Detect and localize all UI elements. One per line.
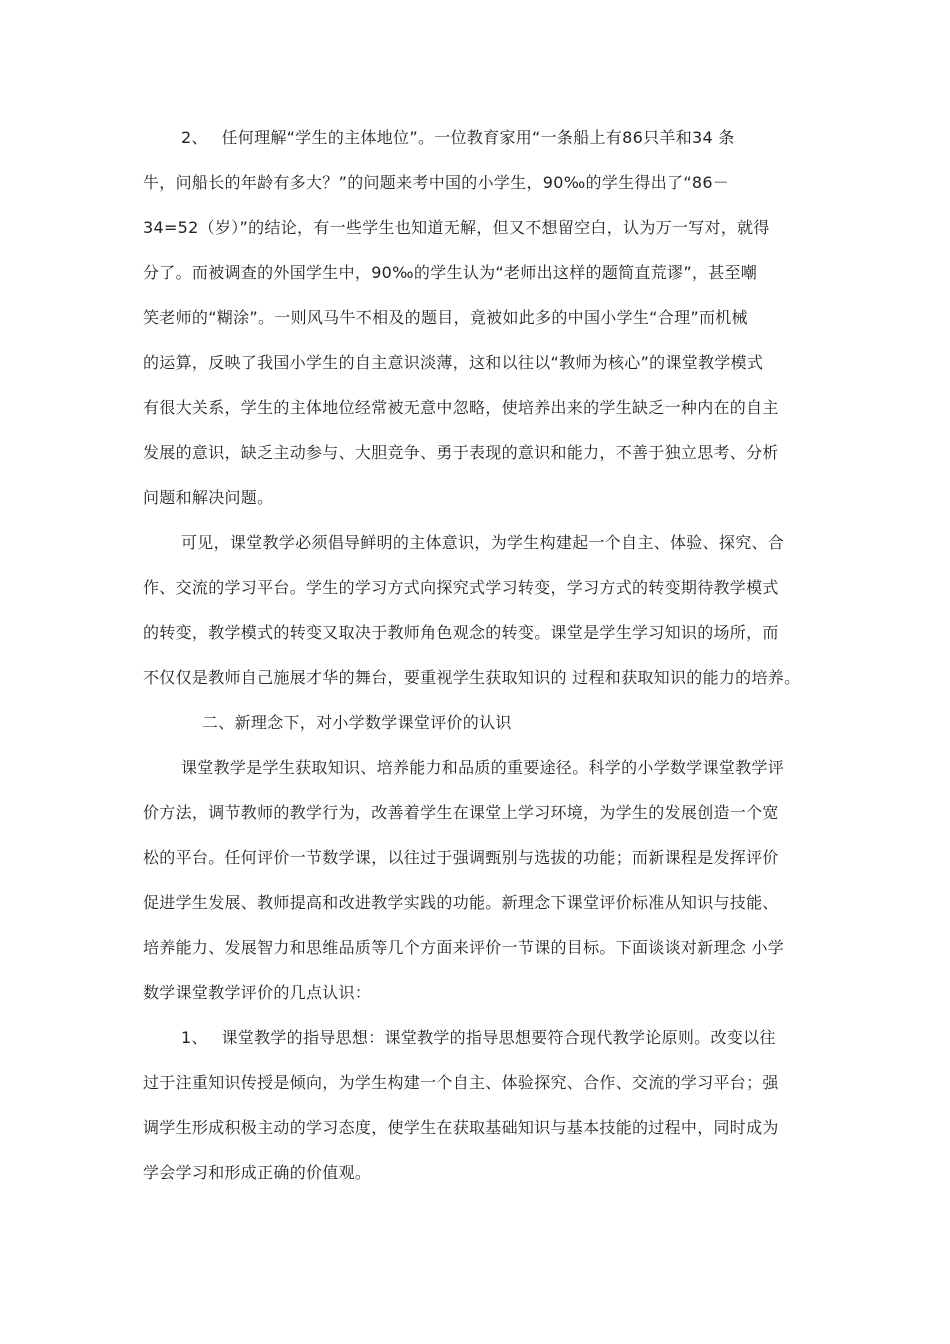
text-line: 调学生形成积极主动的学习态度，使学生在获取基础知识与基本技能的过程中，同时成为 — [143, 1118, 779, 1137]
text-line: 价方法，调节教师的教学行为，改善着学生在课堂上学习环境，为学生的发展创造一个宽 — [143, 803, 779, 822]
text-line: 学会学习和形成正确的价值观。 — [143, 1163, 372, 1182]
text-line: 过于注重知识传授是倾向，为学生构建一个自主、体验探究、合作、交流的学习平台；强 — [143, 1073, 779, 1092]
text-line: 数学课堂教学评价的几点认识： — [143, 983, 372, 1002]
section-heading: 二、新理念下，对小学数学课堂评价的认识 — [202, 713, 512, 732]
text-line: 不仅仅是教师自己施展才华的舞台，要重视学生获取知识的 过程和获取知识的能力的培养。 — [143, 668, 801, 687]
text-line: 培养能力、发展智力和思维品质等几个方面来评价一节课的目标。下面谈谈对新理念 小学 — [143, 938, 785, 957]
text-line: 分了。而被调查的外国学生中，90‰的学生认为“老师出这样的题简直荒谬”，甚至嘲 — [143, 263, 758, 282]
text-line: 笑老师的“糊涂”。一则风马牛不相及的题目，竟被如此多的中国小学生“合理”而机械 — [143, 308, 748, 327]
text-line: 作、交流的学习平台。学生的学习方式向探究式学习转变，学习方式的转变期待教学模式 — [143, 578, 779, 597]
text-line: 1、 课堂教学的指导思想：课堂教学的指导思想要符合现代教学论原则。改变以往 — [181, 1028, 776, 1047]
text-line: 促进学生发展、教师提高和改进教学实践的功能。新理念下课堂评价标准从知识与技能、 — [143, 893, 779, 912]
text-line: 的运算，反映了我国小学生的自主意识淡薄，这和以往以“教师为核心”的课堂教学模式 — [143, 353, 764, 372]
text-line: 发展的意识，缺乏主动参与、大胆竞争、勇于表现的意识和能力，不善于独立思考、分析 — [143, 443, 779, 462]
text-line: 有很大关系，学生的主体地位经常被无意中忽略，使培养出来的学生缺乏一种内在的自主 — [143, 398, 779, 417]
text-line: 的转变，教学模式的转变又取决于教师角色观念的转变。课堂是学生学习知识的场所，而 — [143, 623, 779, 642]
text-line: 牛，问船长的年龄有多大？”的问题来考中国的小学生，90‰的学生得出了“86－ — [143, 173, 730, 192]
text-line: 可见，课堂教学必须倡导鲜明的主体意识，为学生构建起一个自主、体验、探究、合 — [181, 533, 785, 552]
text-line: 问题和解决问题。 — [143, 488, 274, 507]
text-line: 34=52（岁）”的结论，有一些学生也知道无解，但又不想留空白，认为万一写对，就得 — [143, 218, 770, 237]
text-line: 2、 任何理解“学生的主体地位”。一位教育家用“一条船上有86只羊和34 条 — [181, 128, 735, 147]
text-line: 课堂教学是学生获取知识、培养能力和品质的重要途径。科学的小学数学课堂教学评 — [181, 758, 785, 777]
text-line: 松的平台。任何评价一节数学课，以往过于强调甄别与选拔的功能；而新课程是发挥评价 — [143, 848, 779, 867]
